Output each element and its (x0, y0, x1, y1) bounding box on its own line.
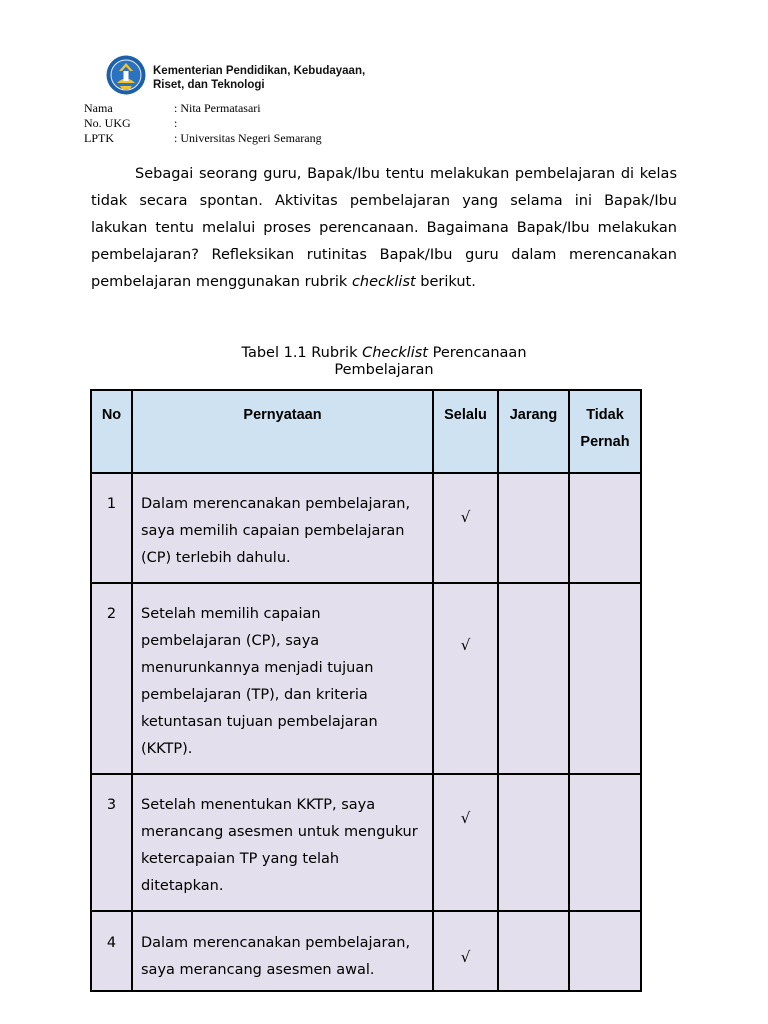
check-rarely[interactable] (498, 911, 569, 991)
row-statement: Setelah memilih capaian pembelajaran (CP), saya menurunkannya menjadi tujuan pembelajaran (TP), dan kriteria ketuntasan tujuan pembelajaran (KKTP). (132, 583, 433, 774)
check-never[interactable] (569, 774, 641, 911)
intro-paragraph (91, 161, 677, 296)
tut-wuri-handayani-emblem-icon (106, 54, 146, 96)
checklist-rubric-table (90, 389, 642, 992)
header-never: Tidak Pernah (569, 390, 641, 473)
caption-text: Tabel 1.1 Rubrik (241, 345, 363, 361)
table-row (91, 473, 641, 583)
row-statement: Dalam merencanakan pembelajaran, saya merancang asesmen awal. (132, 911, 433, 991)
table-header-row (91, 390, 641, 473)
check-rarely[interactable] (498, 583, 569, 774)
identity-value: : Universitas Negeri Semarang (174, 131, 322, 145)
row-number: 4 (91, 911, 132, 991)
row-statement: Dalam merencanakan pembelajaran, saya memilih capaian pembelajaran (CP) terlebih dahulu. (132, 473, 433, 583)
table-caption (200, 345, 568, 379)
check-always[interactable]: √ (433, 911, 498, 991)
check-never[interactable] (569, 473, 641, 583)
caption-text-end: Perencanaan Pembelajaran (334, 345, 527, 378)
header-rarely: Jarang (498, 390, 569, 473)
identity-value: : (174, 116, 178, 130)
ministry-header (106, 54, 366, 98)
ministry-name (153, 64, 365, 92)
identity-row-ukg (84, 116, 322, 131)
identity-label: Nama (84, 101, 113, 115)
identity-row-lptk (84, 131, 322, 146)
check-never[interactable] (569, 911, 641, 991)
header-no: No (91, 390, 132, 473)
check-rarely[interactable] (498, 473, 569, 583)
check-always[interactable]: √ (433, 583, 498, 774)
check-always[interactable]: √ (433, 473, 498, 583)
row-statement: Setelah menentukan KKTP, saya merancang asesmen untuk mengukur ketercapaian TP yang telah ditetapkan. (132, 774, 433, 911)
row-number: 3 (91, 774, 132, 911)
header-always: Selalu (433, 390, 498, 473)
intro-text-end: berikut. (415, 274, 476, 290)
identity-block (84, 101, 322, 146)
intro-text: Sebagai seorang guru, Bapak/Ibu tentu melakukan pembelajaran di kelas tidak secara spontan. Aktivitas pembelajaran yang selama ini Bapak/Ibu lakukan tentu melalui proses perencanaan. Bagaimana Bapak/Ibu melakukan pembelajaran? Refleksikan rutinitas Bapak/Ibu guru dalam merencanakan pembelajaran menggunakan rubrik (91, 166, 677, 290)
intro-italic-term: checklist (351, 274, 416, 290)
identity-label: No. UKG (84, 116, 131, 130)
caption-italic-term: Checklist (362, 345, 428, 361)
check-never[interactable] (569, 583, 641, 774)
header-statement: Pernyataan (132, 390, 433, 473)
identity-value: : Nita Permatasari (174, 101, 261, 115)
ministry-name-line1: Kementerian Pendidikan, Kebudayaan, (153, 65, 366, 77)
table-row (91, 774, 641, 911)
row-number: 2 (91, 583, 132, 774)
table-row (91, 911, 641, 991)
identity-row-name (84, 101, 322, 116)
identity-label: LPTK (84, 131, 114, 145)
check-rarely[interactable] (498, 774, 569, 911)
table-row (91, 583, 641, 774)
row-number: 1 (91, 473, 132, 583)
ministry-name-line2: Riset, dan Teknologi (153, 79, 265, 91)
check-always[interactable]: √ (433, 774, 498, 911)
